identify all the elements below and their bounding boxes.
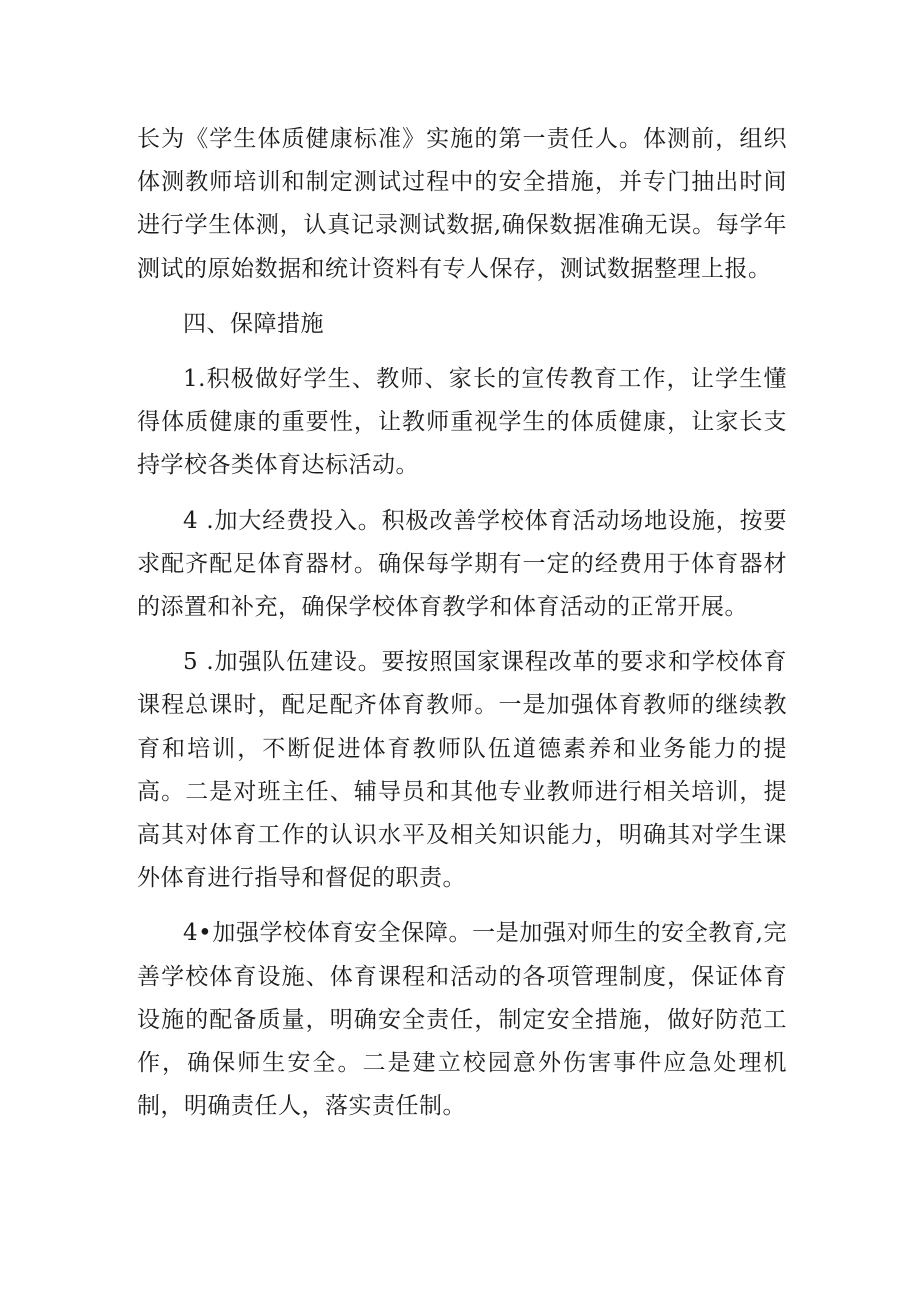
section-heading-safeguards: 四、保障措施: [183, 310, 324, 337]
paragraph-item-1: 1.积极做好学生、教师、家长的宣传教育工作，让学生懂得体质健康的重要性，让教师重视学生的体质健康，让家长支持学校各类体育达标活动。: [137, 366, 787, 479]
document-body: [137, 118, 787, 1140]
paragraph-item-4-funding: 4 .加大经费投入。积极改善学校体育活动场地设施，按要求配齐配足体育器材。确保每学期有一定的经费用于体育器材的添置和补充，确保学校体育教学和体育活动的正常开展。: [137, 507, 787, 621]
paragraph-continuation: 长为《学生体质健康标准》实施的第一责任人。体测前，组织体测教师培训和制定测试过程中的安全措施，并专门抽出时间进行学生体测，认真记录测试数据,确保数据准确无误。每学年测试的原始数据和统计资料有专人保存，测试数据整理上报。: [137, 126, 787, 282]
paragraph-item-4-safety: 4•加强学校体育安全保障。一是加强对师生的安全教育,完善学校体育设施、体育课程和活动的各项管理制度，保证体育设施的配备质量，明确安全责任，制定安全措施，做好防范工作，确保师生安全。二是建立校园意外伤害事件应急处理机制，明确责任人，落实责任制。: [137, 920, 787, 1120]
paragraph-item-5-staffing: 5 .加强队伍建设。要按照国家课程改革的要求和学校体育课程总课时，配足配齐体育教师。一是加强体育教师的继续教育和培训，不断促进体育教师队伍道德素养和业务能力的提高。二是对班主任、辅导员和其他专业教师进行相关培训，提高其对体育工作的认识水平及相关知识能力，明确其对学生课外体育进行指导和督促的职责。: [137, 649, 787, 892]
